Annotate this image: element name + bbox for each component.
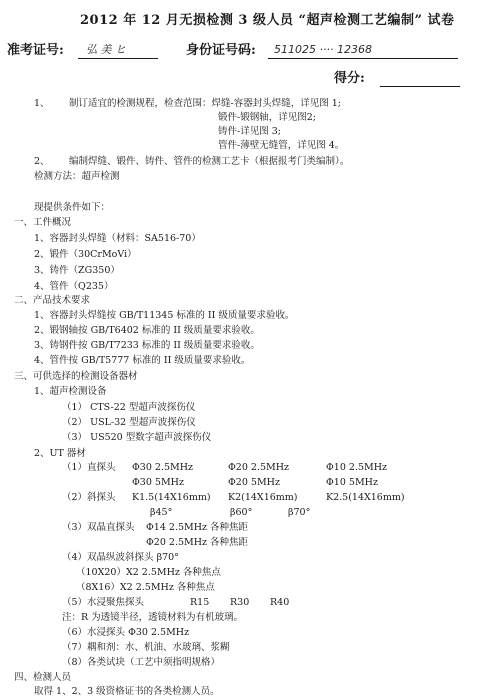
test-blocks-line: （8）各类试块（工艺中须指明规格）	[62, 657, 221, 668]
section2-item-3: 3、铸钢件按 GB/T7233 标准的 II 级质量要求验收。	[34, 340, 260, 351]
dual-angle-probe-value: （8X16）X2 2.5MHz 各种焦点	[76, 582, 215, 593]
straight-probe-label: （1）直探头	[62, 462, 116, 473]
page-title: 2012 年 12 月无损检测 3 级人员 “超声检测工艺编制” 试卷	[80, 13, 455, 28]
section1-item-1: 1、容器封头焊缝（材料：SA516-70）	[34, 233, 201, 244]
section4-heading: 四、检测人员	[14, 672, 72, 683]
immersion-probe-value: R30	[230, 597, 250, 608]
section4-text: 取得 1、2、3 级资格证书的各类检测人员。	[34, 686, 220, 697]
ultrasonic-equipment-heading: 1、超声检测设备	[34, 386, 107, 397]
device-1: （1） CTS-22 型超声波探伤仪	[62, 402, 196, 413]
straight-probe-value: Φ30 2.5MHz	[132, 462, 194, 473]
dual-angle-probe-label: （4）双晶纵波斜探头 β70°	[62, 552, 179, 563]
straight-probe-value: Φ30 5MHz	[132, 477, 184, 488]
angle-probe-value: β60°	[230, 507, 253, 518]
exam-number-handwritten: 弘 美 ヒ	[86, 43, 126, 56]
section1-item-3: 3、铸件（ZG350）	[34, 265, 120, 276]
angle-probe-label: （2）斜探头	[62, 492, 116, 503]
id-number-handwritten: 511025 ···· 12368	[274, 43, 372, 56]
task1-casting-line: 铸件-详见图 3;	[218, 126, 281, 137]
angle-probe-value: K2(14X16mm)	[228, 492, 298, 503]
straight-probe-value: Φ10 2.5MHz	[326, 462, 388, 473]
angle-probe-value: β45°	[150, 507, 173, 518]
task1-text: 制订适宜的检测规程，检查范围：焊缝-容器封头焊缝，详见图 1;	[69, 98, 341, 109]
given-conditions: 现提供条件如下：	[34, 202, 111, 213]
immersion-probe-label: （5）水浸聚焦探头	[62, 597, 145, 608]
task1-forging-line: 锻件-锻钢轴，详见图2;	[218, 112, 316, 123]
water-probe-line: （6）水浸探头 Φ30 2.5MHz	[62, 627, 190, 638]
score-label: 得分:	[334, 71, 365, 86]
device-2: （2） USL-32 型超声波探伤仪	[62, 417, 196, 428]
straight-probe-value: Φ20 2.5MHz	[228, 462, 290, 473]
section2-heading: 二、产品技术要求	[14, 295, 91, 306]
dual-probe-value: Φ14 2.5MHz 各种焦距	[146, 522, 249, 533]
detection-method: 检测方法：超声检测	[34, 171, 120, 182]
id-number-label: 身份证号码:	[186, 43, 256, 58]
section1-item-4: 4、管件（Q235）	[34, 281, 114, 292]
task2-number: 2、	[34, 156, 50, 167]
exam-number-label: 准考证号:	[7, 43, 64, 58]
ut-materials-heading: 2、UT 器材	[34, 448, 86, 459]
section2-item-2: 2、锻钢轴按 GB/T6402 标准的 II 级质量要求验收。	[34, 325, 260, 336]
section1-item-2: 2、锻件（30CrMoVi）	[34, 249, 137, 260]
angle-probe-value: K2.5(14X16mm)	[326, 492, 405, 503]
dual-probe-value: Φ20 2.5MHz 各种焦距	[146, 537, 249, 548]
score-underline	[380, 86, 460, 87]
straight-probe-value: Φ10 5MHz	[326, 477, 378, 488]
section3-heading: 三、可供选择的检测设备器材	[14, 371, 138, 382]
dual-probe-label: （3）双晶直探头	[62, 522, 135, 533]
straight-probe-value: Φ20 5MHz	[228, 477, 280, 488]
immersion-probe-value: R15	[190, 597, 210, 608]
id-number-underline	[268, 58, 458, 59]
exam-number-underline	[78, 58, 158, 59]
section1-heading: 一、工件概况	[14, 217, 72, 228]
section2-item-4: 4、管件按 GB/T5777 标准的 II 级质量要求验收。	[34, 355, 251, 366]
immersion-probe-note: 注：R 为透镜半径，透镜材料为有机玻璃。	[62, 612, 244, 623]
couplant-line: （7）耦和剂：水、机油、水玻璃、浆糊	[62, 642, 230, 653]
immersion-probe-value: R40	[270, 597, 290, 608]
task2-text: 编制焊缝、锻件、铸件、管件的检测工艺卡（根据报考门类编制）。	[69, 156, 350, 167]
task1-pipe-line: 管件-薄壁无缝管，详见图 4。	[218, 140, 345, 151]
task1-number: 1、	[34, 98, 50, 109]
angle-probe-value: K1.5(14X16mm)	[132, 492, 211, 503]
angle-probe-value: β70°	[288, 507, 311, 518]
section2-item-1: 1、容器封头焊缝按 GB/T11345 标准的 II 级质量要求验收。	[34, 310, 295, 321]
dual-angle-probe-value: （10X20）X2 2.5MHz 各种焦点	[76, 567, 221, 578]
device-3: （3） US520 型数字超声波探伤仪	[62, 432, 212, 443]
